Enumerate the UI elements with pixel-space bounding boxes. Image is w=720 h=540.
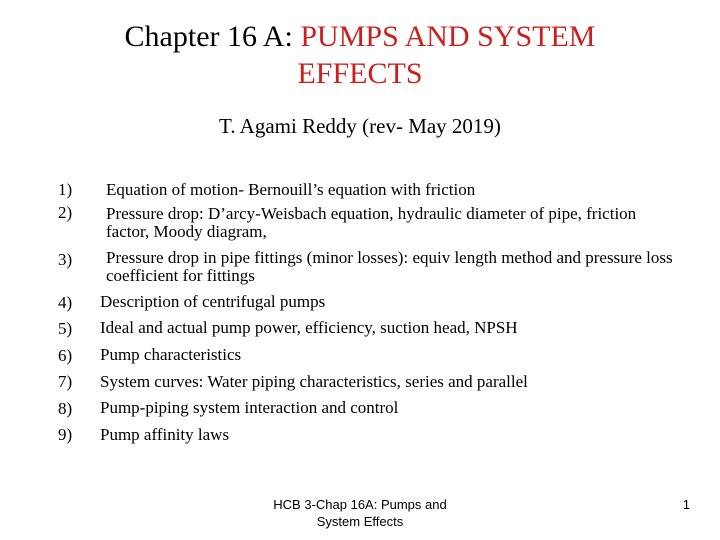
slide-subtitle: T. Agami Reddy (rev- May 2019) bbox=[219, 114, 501, 138]
topic-number: 5) bbox=[58, 319, 73, 338]
topic-number: 9) bbox=[58, 425, 73, 444]
topic-number: 6) bbox=[58, 346, 73, 365]
topic-number: 8) bbox=[58, 399, 73, 418]
topic-number: 4) bbox=[58, 293, 73, 312]
topic-item: Ideal and actual pump power, efficiency, suction head, NPSH bbox=[100, 318, 518, 337]
title-prefix: Chapter 16 A: bbox=[124, 20, 301, 53]
topic-item: System curves: Water piping characteristics, series and parallel bbox=[100, 372, 528, 391]
topic-item: Equation of motion- Bernouill’s equation with friction bbox=[106, 180, 476, 199]
title-accent-line1: PUMPS AND SYSTEM bbox=[300, 20, 596, 53]
topic-number: 3) bbox=[58, 250, 73, 269]
footer-course-line1: HCB 3-Chap 16A: Pumps and bbox=[273, 497, 447, 512]
footer-course-line2: System Effects bbox=[316, 514, 404, 529]
title-accent-line2: EFFECTS bbox=[297, 57, 423, 90]
topic-item: Description of centrifugal pumps bbox=[100, 292, 326, 311]
topic-number: 7) bbox=[58, 372, 73, 391]
topic-number: 1) bbox=[58, 180, 73, 199]
topic-item: Pressure drop: D’arcy-Weisbach equation, hydraulic diameter of pipe, friction factor, Moody diagram, bbox=[106, 204, 637, 241]
topic-number: 2) bbox=[58, 203, 73, 222]
topic-item: Pressure drop in pipe fittings (minor losses): equiv length method and pressure loss coefficient for fittings bbox=[106, 248, 673, 285]
topic-item: Pump-piping system interaction and control bbox=[100, 398, 399, 417]
topic-item: Pump affinity laws bbox=[100, 425, 230, 444]
footer-course-title bbox=[250, 496, 470, 530]
topic-item: Pump characteristics bbox=[100, 345, 242, 364]
page-number: 1 bbox=[682, 497, 690, 512]
